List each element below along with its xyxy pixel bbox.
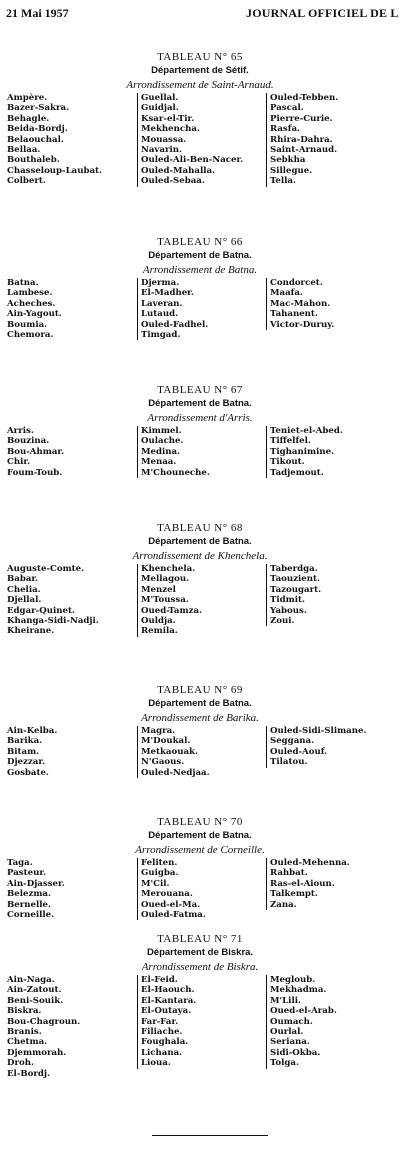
- commune-name: Chelia.: [7, 584, 41, 595]
- tableau-title: TABLEAU N° 67: [157, 384, 243, 396]
- commune-column-1: [7, 858, 65, 920]
- commune-name: Navarin.: [141, 144, 183, 155]
- commune-name: El-Haouch.: [141, 985, 195, 996]
- commune-name: Tikout.: [270, 457, 305, 468]
- commune-column-2: [137, 93, 243, 187]
- commune-name: M'Toussa.: [141, 595, 189, 606]
- commune-name: Far-Far.: [141, 1016, 179, 1027]
- commune-column-2: [137, 564, 202, 637]
- commune-name: Tighanimine.: [270, 446, 335, 457]
- commune-name: M'Lili.: [270, 995, 301, 1006]
- commune-name: Zoui.: [270, 615, 295, 626]
- commune-name: Guigba.: [141, 868, 179, 879]
- tableau-title: TABLEAU N° 69: [157, 684, 243, 696]
- commune-column-1: [7, 426, 64, 478]
- commune-column-1: [7, 278, 62, 340]
- commune-name: Taberdga.: [270, 564, 318, 574]
- commune-name: Megloub.: [270, 975, 316, 985]
- commune-name: Pasteur.: [7, 868, 47, 879]
- commune-name: Ain-Naga.: [7, 975, 55, 985]
- commune-name: Droh.: [7, 1058, 34, 1069]
- commune-name: Belaouchal.: [7, 134, 64, 145]
- page-header: [6, 6, 400, 22]
- commune-name: Arris.: [7, 426, 34, 436]
- arrondissement-heading: Arrondissement de Barika.: [141, 712, 259, 724]
- commune-name: Kimmel.: [141, 426, 182, 436]
- commune-name: Corneille.: [7, 909, 55, 920]
- commune-name: Yabous.: [270, 605, 307, 616]
- commune-name: Timgad.: [141, 329, 181, 340]
- journal-title: JOURNAL OFFICIEL DE L: [246, 6, 399, 20]
- commune-columns: [0, 93, 400, 189]
- commune-column-2: [137, 726, 210, 778]
- commune-name: Tolga.: [270, 1058, 299, 1069]
- commune-column-3: [266, 726, 366, 768]
- commune-name: Rasfa.: [270, 124, 301, 135]
- departement-heading: Département de Batna.: [148, 536, 252, 547]
- commune-column-1: [7, 93, 102, 187]
- commune-name: Metkaouak.: [141, 746, 198, 757]
- tableau-4: [0, 683, 400, 780]
- commune-column-1: [7, 564, 99, 637]
- commune-name: Ras-el-Aioun.: [270, 878, 335, 889]
- commune-name: Sillegue.: [270, 165, 313, 176]
- commune-name: Ouled-Fadhel.: [141, 319, 209, 330]
- commune-name: Teniet-el-Abed.: [270, 426, 343, 436]
- departement-heading: Département de Batna.: [148, 698, 252, 709]
- commune-column-3: [266, 858, 350, 910]
- tableau-5: [0, 815, 400, 924]
- commune-columns: [0, 975, 400, 1081]
- commune-name: M'Doukal.: [141, 736, 191, 747]
- page-date: 21 Mai 1957: [6, 6, 69, 20]
- commune-name: Menzel: [141, 584, 176, 595]
- commune-name: Bitam.: [7, 746, 40, 757]
- commune-columns: [0, 858, 400, 924]
- tableau-3: [0, 521, 400, 640]
- commune-name: Oued-Tamza.: [141, 605, 203, 616]
- commune-name: Auguste-Comte.: [7, 564, 85, 574]
- commune-name: Babar.: [7, 574, 39, 585]
- commune-name: Chir.: [7, 457, 31, 468]
- commune-name: Beni-Souik.: [7, 995, 64, 1006]
- commune-name: Victor-Duruy.: [270, 319, 335, 330]
- commune-name: Colbert.: [7, 176, 46, 187]
- commune-name: Tazougart.: [270, 584, 322, 595]
- commune-name: Condorcet.: [270, 278, 323, 288]
- arrondissement-heading: Arrondissement de Khenchela.: [132, 550, 268, 562]
- commune-name: Lambese.: [7, 288, 53, 299]
- departement-heading: Département de Batna.: [148, 830, 252, 841]
- commune-name: Djellal.: [7, 595, 42, 606]
- commune-name: Tahanent.: [270, 309, 318, 320]
- tableau-1: [0, 235, 400, 342]
- commune-column-3: [266, 564, 321, 626]
- commune-name: Bou-Ahmar.: [7, 446, 65, 457]
- arrondissement-heading: Arrondissement d'Arris.: [147, 412, 253, 424]
- commune-name: Taouzient.: [270, 574, 320, 585]
- commune-name: Ouldja.: [141, 615, 176, 626]
- commune-name: Tidmit.: [270, 595, 305, 606]
- commune-name: Saint-Arnaud.: [270, 144, 338, 155]
- commune-columns: [0, 564, 400, 640]
- commune-name: Ain-Yagout.: [7, 309, 62, 320]
- commune-column-2: [137, 278, 208, 340]
- tableau-title: TABLEAU N° 70: [157, 816, 243, 828]
- commune-name: Ksar-el-Tir.: [141, 113, 195, 124]
- tableau-title: TABLEAU N° 71: [157, 933, 243, 945]
- commune-column-2: [137, 858, 206, 920]
- commune-name: Pierre-Curie.: [270, 113, 333, 124]
- commune-name: Biskra.: [7, 1006, 42, 1017]
- commune-name: Oued-el-Ma.: [141, 899, 201, 910]
- commune-name: Khenchela.: [141, 564, 196, 574]
- commune-name: Lioua.: [141, 1058, 171, 1069]
- commune-column-3: [266, 278, 334, 330]
- commune-name: Foum-Toub.: [7, 467, 63, 478]
- arrondissement-heading: Arrondissement de Batna.: [142, 264, 258, 276]
- commune-name: Acheches.: [7, 298, 56, 309]
- commune-name: Ouled-Sidi-Slimane.: [270, 726, 367, 736]
- commune-name: Ain-Djasser.: [7, 878, 65, 889]
- tableau-title: TABLEAU N° 66: [157, 236, 243, 248]
- commune-name: Mac-Mahon.: [270, 298, 331, 309]
- commune-column-3: [266, 426, 343, 478]
- commune-name: Ouled-Nedjaa.: [141, 767, 210, 778]
- commune-name: Tella.: [270, 176, 296, 187]
- commune-name: Behagle.: [7, 113, 50, 124]
- commune-name: Chasseloup-Laubat.: [7, 165, 103, 176]
- tableau-2: [0, 383, 400, 480]
- commune-name: N'Gaous.: [141, 757, 185, 768]
- arrondissement-heading: Arrondissement de Biskra.: [141, 961, 259, 973]
- commune-name: Ouled-Fatma.: [141, 909, 206, 920]
- commune-column-2: [137, 426, 210, 478]
- commune-name: Djerma.: [141, 278, 180, 288]
- tableau-0: [0, 50, 400, 189]
- departement-heading: Département de Sétif.: [151, 65, 249, 76]
- commune-name: El-Outaya.: [141, 1006, 192, 1017]
- commune-name: Pascal.: [270, 103, 304, 114]
- commune-name: Tiffelfel.: [270, 436, 311, 447]
- commune-name: Bouzina.: [7, 436, 50, 447]
- commune-name: Bazer-Sakra.: [7, 103, 70, 114]
- commune-name: M'Chouneche.: [141, 467, 210, 478]
- commune-columns: [0, 726, 400, 780]
- commune-column-2: [137, 975, 196, 1069]
- arrondissement-heading: Arrondissement de Corneille.: [135, 844, 265, 856]
- commune-name: El-Bordj.: [7, 1068, 51, 1079]
- commune-name: Barika.: [7, 736, 43, 747]
- commune-name: Bouthaleb.: [7, 155, 60, 166]
- commune-name: Filiache.: [141, 1026, 183, 1037]
- commune-name: Zana.: [270, 899, 297, 910]
- commune-name: Maafa.: [270, 288, 303, 299]
- commune-name: Tadjemout.: [270, 467, 324, 478]
- commune-name: Merouana.: [141, 889, 193, 900]
- commune-name: Oumach.: [270, 1016, 313, 1027]
- commune-name: Ouled-Sebaa.: [141, 176, 205, 187]
- commune-name: Gosbate.: [7, 767, 49, 778]
- commune-name: Mellagou.: [141, 574, 190, 585]
- commune-name: El-Kantara.: [141, 995, 197, 1006]
- tableau-title: TABLEAU N° 68: [157, 522, 243, 534]
- commune-name: Ouled-Ali-Ben-Nacer.: [141, 155, 244, 166]
- commune-name: Ampère.: [7, 93, 48, 103]
- commune-name: Talkempt.: [270, 889, 318, 900]
- commune-name: M'Cil.: [141, 878, 170, 889]
- commune-column-1: [7, 975, 80, 1079]
- commune-name: Kheirane.: [7, 626, 55, 637]
- commune-columns: [0, 278, 400, 342]
- commune-name: Ouled-Mehenna.: [270, 858, 350, 868]
- commune-name: Boumia.: [7, 319, 48, 330]
- commune-name: Djemmorah.: [7, 1047, 67, 1058]
- arrondissement-heading: Arrondissement de Saint-Arnaud.: [126, 79, 274, 91]
- commune-name: Ain-Kelba.: [7, 726, 58, 736]
- commune-name: Mouassa.: [141, 134, 187, 145]
- commune-name: Lichana.: [141, 1047, 183, 1058]
- commune-name: Edgar-Quinet.: [7, 605, 75, 616]
- commune-name: Taga.: [7, 858, 33, 868]
- commune-name: Ouled-Mahalla.: [141, 165, 216, 176]
- commune-name: Lutaud.: [141, 309, 179, 320]
- commune-name: Bellaa.: [7, 144, 41, 155]
- commune-name: Batna.: [7, 278, 39, 288]
- commune-name: Foughala.: [141, 1037, 189, 1048]
- commune-name: Bou-Chagroun.: [7, 1016, 81, 1027]
- commune-name: Sidi-Okba.: [270, 1047, 321, 1058]
- commune-name: Oulache.: [141, 436, 184, 447]
- commune-name: El-Feid.: [141, 975, 178, 985]
- commune-name: Ouled-Tebben.: [270, 93, 339, 103]
- commune-name: Khanga-Sidi-Nadji.: [7, 615, 99, 626]
- commune-name: Belezma.: [7, 889, 51, 900]
- commune-name: Branis.: [7, 1026, 42, 1037]
- commune-name: Mekhencha.: [141, 124, 200, 135]
- commune-name: El-Madher.: [141, 288, 194, 299]
- commune-name: Seggana.: [270, 736, 315, 747]
- commune-name: Djezzar.: [7, 757, 46, 768]
- departement-heading: Département de Biskra.: [146, 947, 254, 958]
- commune-name: Tilatou.: [270, 757, 308, 768]
- commune-column-3: [266, 975, 337, 1069]
- commune-name: Medina.: [141, 446, 181, 457]
- commune-name: Guellal.: [141, 93, 179, 103]
- end-rule: [152, 1135, 268, 1136]
- commune-name: Rhira-Dahra.: [270, 134, 333, 145]
- commune-name: Magra.: [141, 726, 176, 736]
- commune-name: Seriana.: [270, 1037, 310, 1048]
- commune-name: Chetma.: [7, 1037, 48, 1048]
- commune-column-3: [266, 93, 338, 187]
- departement-heading: Département de Batna.: [148, 398, 252, 409]
- commune-name: Remila.: [141, 626, 178, 637]
- tableau-6: [0, 932, 400, 1081]
- commune-name: Ouled-Aouf.: [270, 746, 328, 757]
- departement-heading: Département de Batna.: [148, 250, 252, 261]
- commune-name: Bernelle.: [7, 899, 51, 910]
- tableau-title: TABLEAU N° 65: [157, 51, 243, 63]
- commune-name: Feliten.: [141, 858, 178, 868]
- commune-column-1: [7, 726, 57, 778]
- commune-name: Beida-Bordj.: [7, 124, 68, 135]
- commune-name: Rahbat.: [270, 868, 308, 879]
- commune-columns: [0, 426, 400, 480]
- commune-name: Sebkha: [270, 155, 306, 166]
- commune-name: Oued-el-Arab.: [270, 1006, 337, 1017]
- commune-name: Chemora.: [7, 329, 54, 340]
- commune-name: Mekhadma.: [270, 985, 327, 996]
- commune-name: Ain-Zatout.: [7, 985, 62, 996]
- commune-name: Guidjal.: [141, 103, 179, 114]
- commune-name: Ourlal.: [270, 1026, 304, 1037]
- commune-name: Menaa.: [141, 457, 177, 468]
- commune-name: Laveran.: [141, 298, 183, 309]
